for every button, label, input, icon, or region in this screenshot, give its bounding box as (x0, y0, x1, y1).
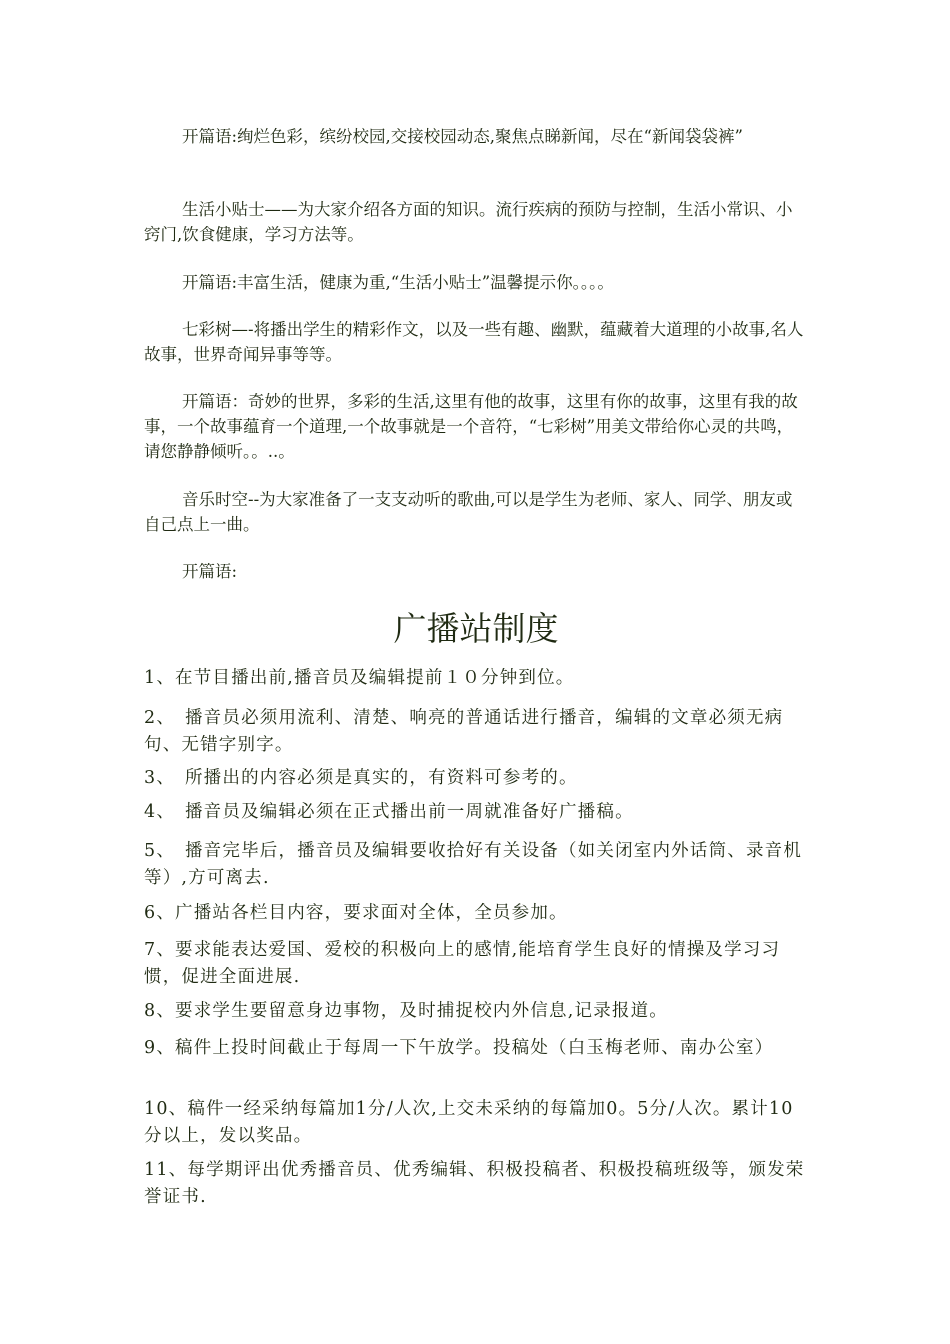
intro-paragraph-3: 开篇语:丰富生活，健康为重,“生活小贴士”温馨提示你。。。。 (182, 273, 614, 292)
rule-item-2: 2、 播音员必须用流利、清楚、响亮的普通话进行播音，编辑的文章必须无病句、无错字别字。 (144, 708, 784, 755)
intro-paragraph-2: 生活小贴士——为大家介绍各方面的知识。流行疾病的预防与控制，生活小常识、小窍门,饮食健康，学习方法等。 (144, 200, 793, 244)
rule-item-4: 4、 播音员及编辑必须在正式播出前一周就准备好广播稿。 (144, 802, 634, 822)
intro-paragraph-1: 开篇语:绚烂色彩，缤纷校园,交接校园动态,聚焦点睇新闻，尽在“新闻袋袋裤” (182, 127, 743, 146)
rule-item-6: 6、广播站各栏目内容，要求面对全体，全员参加。 (144, 903, 568, 923)
intro-paragraph-7: 开篇语: (182, 562, 238, 581)
intro-paragraph-5: 开篇语：奇妙的世界，多彩的生活,这里有他的故事，这里有你的故事，这里有我的故事，一个故事蕴育一个道理,一个故事就是一个音符，“七彩树”用美文带给你心灵的共鸣，请您静静倾听。。..。 (144, 392, 798, 461)
rule-item-5: 5、 播音完毕后，播音员及编辑要收拾好有关设备（如关闭室内外话筒、录音机等）,方可离去. (144, 841, 803, 888)
intro-paragraph-6: 音乐时空--为大家准备了一支支动听的歌曲,可以是学生为老师、家人、同学、朋友或自己点上一曲。 (144, 490, 793, 534)
rule-item-10: 10、稿件一经采纳每篇加1分/人次,上交未采纳的每篇加0。5分/人次。累计10分以上，发以奖品。 (144, 1099, 794, 1146)
rule-item-8: 8、要求学生要留意身边事物，及时捕捉校内外信息,记录报道。 (144, 1001, 668, 1021)
rule-item-1: 1、在节目播出前,播音员及编辑提前１０分钟到位。 (144, 668, 575, 688)
rule-item-7: 7、要求能表达爱国、爱校的积极向上的感情,能培育学生良好的情操及学习习惯，促进全面进展. (144, 940, 781, 987)
intro-paragraph-4: 七彩树—-将播出学生的精彩作文，以及一些有趣、幽默，蕴藏着大道理的小故事,名人故事，世界奇闻异事等等。 (144, 320, 804, 364)
rule-item-3: 3、 所播出的内容必须是真实的，有资料可参考的。 (144, 768, 578, 788)
rule-item-9: 9、稿件上投时间截止于每周一下午放学。投稿处（白玉梅老师、南办公室） (144, 1038, 774, 1058)
section-title: 广播站制度 (393, 609, 559, 648)
rule-item-11: 11、每学期评出优秀播音员、优秀编辑、积极投稿者、积极投稿班级等，颁发荣誉证书. (144, 1160, 805, 1207)
